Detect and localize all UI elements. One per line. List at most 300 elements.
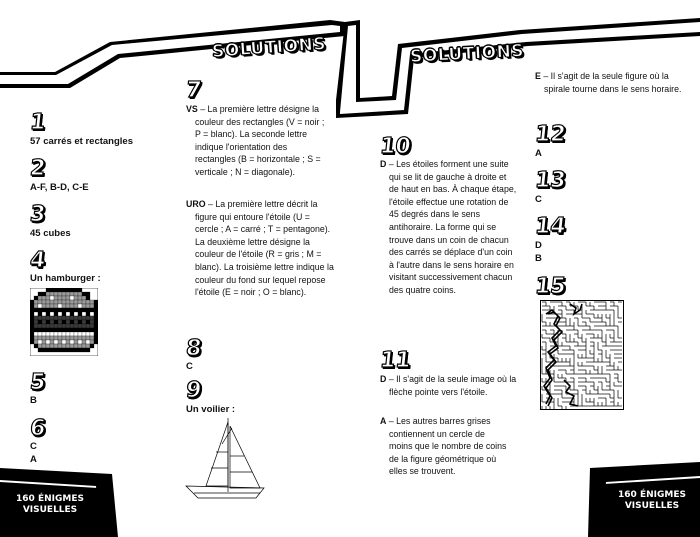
hamburger-pixel <box>34 324 38 328</box>
solution-7-vs-text: – La première lettre désigne la couleur des rectangles (V = noir ; P = blanc). La seconde lettre indique l'orientation des rectangles (B = horizontale ; S = verticale ; N = diagonale). <box>195 104 325 177</box>
hamburger-pixel <box>90 316 94 320</box>
hamburger-pixel <box>46 296 50 300</box>
hamburger-pixel <box>74 304 78 308</box>
hamburger-pixel <box>94 324 98 328</box>
solution-answer-5: B <box>30 395 37 406</box>
hamburger-pixel <box>94 312 98 316</box>
hamburger-pixel <box>34 340 38 344</box>
hamburger-pixel <box>38 308 42 312</box>
solution-number-2: 2 <box>28 156 47 181</box>
hamburger-pixel <box>42 292 46 296</box>
hamburger-pixel <box>66 292 70 296</box>
hamburger-pixel <box>50 336 54 340</box>
hamburger-pixel <box>78 296 82 300</box>
hamburger-pixel <box>58 320 62 324</box>
hamburger-pixel <box>82 340 86 344</box>
solution-answer-9: Un voilier : <box>186 404 236 415</box>
hamburger-pixel <box>50 304 54 308</box>
hamburger-pixel <box>82 300 86 304</box>
hamburger-pixel <box>34 312 38 316</box>
hamburger-pixel <box>30 312 34 316</box>
hamburger-pixel <box>38 316 42 320</box>
hamburger-pixel <box>54 320 58 324</box>
hamburger-pixel <box>82 304 86 308</box>
hamburger-pixel <box>82 316 86 320</box>
hamburger-pixel <box>38 296 42 300</box>
hamburger-pixel <box>54 300 58 304</box>
hamburger-pixel <box>74 300 78 304</box>
hamburger-pixel <box>78 328 82 332</box>
hamburger-pixel <box>70 308 74 312</box>
hamburger-pixel <box>50 312 54 316</box>
hamburger-pixel <box>58 292 62 296</box>
hamburger-pixel <box>86 312 90 316</box>
hamburger-pixel <box>70 324 74 328</box>
hamburger-pixel <box>42 300 46 304</box>
hamburger-pixel <box>54 288 58 292</box>
solution-number-9: 9 <box>184 378 203 403</box>
hamburger-pixel-image <box>30 288 98 356</box>
hamburger-pixel <box>66 300 70 304</box>
hamburger-pixel <box>42 308 46 312</box>
left-footer <box>2 494 98 516</box>
hamburger-pixel <box>62 324 66 328</box>
solution-answer-3: 45 cubes <box>30 228 71 239</box>
hamburger-pixel <box>62 332 66 336</box>
hamburger-pixel <box>94 316 98 320</box>
hamburger-pixel <box>94 328 98 332</box>
hamburger-pixel <box>66 332 70 336</box>
hamburger-pixel <box>58 336 62 340</box>
hamburger-pixel <box>62 296 66 300</box>
hamburger-pixel <box>54 312 58 316</box>
hamburger-pixel <box>46 332 50 336</box>
solution-number-1: 1 <box>28 110 47 135</box>
solution-number-3: 3 <box>28 202 47 227</box>
hamburger-pixel <box>34 320 38 324</box>
solution-number-6: 6 <box>28 416 47 441</box>
hamburger-pixel <box>70 316 74 320</box>
hamburger-pixel <box>74 320 78 324</box>
hamburger-pixel <box>94 332 98 336</box>
hamburger-pixel <box>86 328 90 332</box>
solution-11-key-a: A <box>380 416 387 426</box>
hamburger-pixel <box>78 304 82 308</box>
hamburger-pixel <box>86 336 90 340</box>
hamburger-pixel <box>90 336 94 340</box>
hamburger-pixel <box>30 336 34 340</box>
solution-10-text <box>380 158 517 297</box>
hamburger-pixel <box>50 292 54 296</box>
hamburger-pixel <box>70 336 74 340</box>
hamburger-pixel <box>42 340 46 344</box>
hamburger-pixel <box>58 344 62 348</box>
hamburger-pixel <box>34 308 38 312</box>
hamburger-pixel <box>94 336 98 340</box>
hamburger-pixel <box>58 340 62 344</box>
hamburger-pixel <box>42 344 46 348</box>
solution-number-13: 13 <box>533 168 567 193</box>
hamburger-pixel <box>46 328 50 332</box>
hamburger-pixel <box>30 332 34 336</box>
solution-answer-12: A <box>535 148 542 159</box>
hamburger-pixel <box>78 292 82 296</box>
hamburger-pixel <box>62 348 66 352</box>
left-banner-title: SOLUTIONS <box>211 34 327 62</box>
hamburger-pixel <box>58 296 62 300</box>
left-footer-line2: VISUELLES <box>22 505 78 515</box>
hamburger-pixel <box>42 316 46 320</box>
hamburger-pixel <box>86 340 90 344</box>
solution-e-text <box>535 70 684 95</box>
hamburger-pixel <box>66 288 70 292</box>
hamburger-pixel <box>90 332 94 336</box>
right-banner-title: SOLUTIONS <box>409 41 525 67</box>
hamburger-pixel <box>74 292 78 296</box>
hamburger-pixel <box>62 292 66 296</box>
hamburger-pixel <box>90 320 94 324</box>
hamburger-pixel <box>90 328 94 332</box>
hamburger-pixel <box>42 328 46 332</box>
hamburger-pixel <box>50 288 54 292</box>
hamburger-pixel <box>82 312 86 316</box>
hamburger-pixel <box>74 328 78 332</box>
hamburger-pixel <box>34 304 38 308</box>
hamburger-pixel <box>46 288 50 292</box>
hamburger-pixel <box>78 332 82 336</box>
solution-answer-13: C <box>535 194 542 205</box>
hamburger-pixel <box>82 332 86 336</box>
solution-number-4: 4 <box>28 248 47 273</box>
hamburger-pixel <box>86 324 90 328</box>
hamburger-pixel <box>42 332 46 336</box>
hamburger-pixel <box>54 304 58 308</box>
hamburger-pixel <box>62 328 66 332</box>
hamburger-pixel <box>70 328 74 332</box>
hamburger-pixel <box>50 344 54 348</box>
hamburger-pixel <box>74 348 78 352</box>
hamburger-pixel <box>86 320 90 324</box>
hamburger-pixel <box>74 296 78 300</box>
hamburger-pixel <box>46 300 50 304</box>
hamburger-pixel <box>46 292 50 296</box>
hamburger-pixel <box>66 344 70 348</box>
hamburger-pixel <box>50 316 54 320</box>
solution-answer-14-line2: B <box>535 253 542 264</box>
hamburger-pixel <box>38 328 42 332</box>
solution-number-14: 14 <box>533 214 567 239</box>
hamburger-pixel <box>38 300 42 304</box>
hamburger-pixel <box>38 344 42 348</box>
hamburger-pixel <box>82 296 86 300</box>
hamburger-pixel <box>46 344 50 348</box>
hamburger-pixel <box>30 304 34 308</box>
hamburger-pixel <box>70 348 74 352</box>
hamburger-pixel <box>62 308 66 312</box>
right-footer-line2: VISUELLES <box>624 501 680 511</box>
solution-number-10: 10 <box>378 134 412 159</box>
hamburger-pixel <box>62 344 66 348</box>
hamburger-pixel <box>62 316 66 320</box>
hamburger-pixel <box>62 340 66 344</box>
solution-7-vs-key: VS <box>186 104 198 114</box>
hamburger-pixel <box>58 308 62 312</box>
hamburger-pixel <box>62 288 66 292</box>
hamburger-pixel <box>90 304 94 308</box>
hamburger-pixel <box>58 332 62 336</box>
hamburger-pixel <box>86 316 90 320</box>
hamburger-pixel <box>54 292 58 296</box>
solution-answer-4: Un hamburger : <box>30 273 101 284</box>
maze-solution-image <box>540 300 624 410</box>
hamburger-pixel <box>38 324 42 328</box>
hamburger-pixel <box>42 296 46 300</box>
hamburger-pixel <box>34 344 38 348</box>
hamburger-pixel <box>50 308 54 312</box>
hamburger-pixel <box>66 308 70 312</box>
solution-number-7: 7 <box>184 78 203 103</box>
hamburger-pixel <box>66 348 70 352</box>
hamburger-pixel <box>42 324 46 328</box>
hamburger-pixel <box>30 328 34 332</box>
hamburger-pixel <box>38 304 42 308</box>
hamburger-pixel <box>42 348 46 352</box>
hamburger-pixel <box>34 328 38 332</box>
hamburger-pixel <box>66 312 70 316</box>
hamburger-pixel <box>90 344 94 348</box>
hamburger-pixel <box>66 336 70 340</box>
right-footer-line1: 160 ÉNIGMES <box>618 490 686 500</box>
solution-11-body-d: – Il s'agit de la seule image où la flèche pointe vers l'étoile. <box>388 374 517 397</box>
hamburger-pixel <box>54 324 58 328</box>
hamburger-pixel <box>74 288 78 292</box>
solution-11-key-d: D <box>380 374 387 384</box>
hamburger-pixel <box>74 324 78 328</box>
solution-number-12: 12 <box>533 122 567 147</box>
hamburger-pixel <box>70 320 74 324</box>
solution-number-11: 11 <box>378 348 412 373</box>
hamburger-pixel <box>74 336 78 340</box>
hamburger-pixel <box>78 348 82 352</box>
hamburger-pixel <box>42 320 46 324</box>
hamburger-pixel <box>54 308 58 312</box>
hamburger-pixel <box>54 296 58 300</box>
hamburger-pixel <box>50 296 54 300</box>
hamburger-pixel <box>74 340 78 344</box>
hamburger-pixel <box>70 344 74 348</box>
right-footer <box>604 490 700 512</box>
left-footer-line1: 160 ÉNIGMES <box>16 494 84 504</box>
hamburger-pixel <box>50 340 54 344</box>
hamburger-pixel <box>86 300 90 304</box>
hamburger-pixel <box>54 332 58 336</box>
hamburger-pixel <box>74 344 78 348</box>
hamburger-pixel <box>42 312 46 316</box>
hamburger-pixel <box>82 344 86 348</box>
hamburger-pixel <box>46 336 50 340</box>
hamburger-pixel <box>58 348 62 352</box>
hamburger-pixel <box>90 312 94 316</box>
hamburger-pixel <box>30 300 34 304</box>
hamburger-pixel <box>74 316 78 320</box>
hamburger-pixel <box>58 304 62 308</box>
hamburger-pixel <box>46 308 50 312</box>
solution-7-uro <box>186 198 335 299</box>
hamburger-pixel <box>86 332 90 336</box>
hamburger-pixel <box>70 296 74 300</box>
hamburger-pixel <box>46 340 50 344</box>
hamburger-pixel <box>58 288 62 292</box>
solution-11-text-d <box>380 373 517 398</box>
solution-answer-6-line2: A <box>30 454 37 465</box>
hamburger-pixel <box>50 324 54 328</box>
hamburger-pixel <box>90 300 94 304</box>
hamburger-pixel <box>78 288 82 292</box>
hamburger-pixel <box>70 340 74 344</box>
hamburger-pixel <box>34 332 38 336</box>
hamburger-pixel <box>50 300 54 304</box>
hamburger-pixel <box>46 324 50 328</box>
hamburger-pixel <box>54 348 58 352</box>
solution-answer-14-line1: D <box>535 240 542 251</box>
hamburger-pixel <box>78 336 82 340</box>
hamburger-pixel <box>70 304 74 308</box>
hamburger-pixel <box>38 336 42 340</box>
hamburger-pixel <box>70 332 74 336</box>
hamburger-pixel <box>54 344 58 348</box>
hamburger-pixel <box>66 316 70 320</box>
hamburger-pixel <box>82 324 86 328</box>
hamburger-pixel <box>66 296 70 300</box>
hamburger-pixel <box>82 328 86 332</box>
hamburger-pixel <box>78 316 82 320</box>
hamburger-pixel <box>78 340 82 344</box>
hamburger-pixel <box>58 316 62 320</box>
hamburger-pixel <box>86 308 90 312</box>
solution-11-text-a <box>380 415 507 478</box>
hamburger-pixel <box>38 340 42 344</box>
hamburger-pixel <box>94 308 98 312</box>
hamburger-pixel <box>54 328 58 332</box>
hamburger-pixel <box>70 312 74 316</box>
solution-7-uro-text: – La première lettre décrit la figure qui entoure l'étoile (U = cercle ; A = carré ; T = pentagone). La deuxième lettre désigne la couleur de l'étoile (R = gris ; M = blanc). La troisième lettre indique la couleur du fond sur lequel repose l'étoile (E = noir ; O = blanc). <box>195 199 334 298</box>
solution-answer-1: 57 carrés et rectangles <box>30 136 133 147</box>
solution-number-15: 15 <box>533 274 567 299</box>
hamburger-pixel <box>90 308 94 312</box>
hamburger-pixel <box>34 296 38 300</box>
hamburger-pixel <box>54 316 58 320</box>
hamburger-pixel <box>66 340 70 344</box>
solution-number-5: 5 <box>28 370 47 395</box>
hamburger-pixel <box>46 304 50 308</box>
hamburger-pixel <box>62 312 66 316</box>
hamburger-pixel <box>58 300 62 304</box>
solution-10-body: – Les étoiles forment une suite qui se lit de gauche à droite et de haut en bas. À chaque étape, l'étoile effectue une rotation de 45 degrés dans le sens antihoraire. La forme qui se trouve dans un coin de chacun des carrés se déplace d'un coin à l'autre dans le sens horaire en visitant successivement chacun des quatre coins. <box>388 159 517 295</box>
hamburger-pixel <box>50 332 54 336</box>
hamburger-pixel <box>50 320 54 324</box>
solution-10-key: D <box>380 159 387 169</box>
hamburger-pixel <box>70 288 74 292</box>
solution-7-vs <box>186 103 330 179</box>
hamburger-pixel <box>62 320 66 324</box>
hamburger-pixel <box>46 348 50 352</box>
hamburger-pixel <box>34 300 38 304</box>
hamburger-pixel <box>30 320 34 324</box>
hamburger-pixel <box>38 332 42 336</box>
hamburger-pixel <box>82 348 86 352</box>
solution-number-8: 8 <box>184 336 203 361</box>
hamburger-pixel <box>34 316 38 320</box>
solution-answer-2: A-F, B-D, C-E <box>30 182 89 193</box>
hamburger-pixel <box>78 320 82 324</box>
solution-answer-8: C <box>186 361 193 372</box>
hamburger-pixel <box>78 324 82 328</box>
hamburger-pixel <box>94 300 98 304</box>
hamburger-pixel <box>86 296 90 300</box>
hamburger-pixel <box>66 324 70 328</box>
solution-answer-6-line1: C <box>30 441 37 452</box>
hamburger-pixel <box>46 312 50 316</box>
hamburger-pixel <box>42 336 46 340</box>
hamburger-pixel <box>62 300 66 304</box>
hamburger-pixel <box>66 304 70 308</box>
hamburger-pixel <box>38 320 42 324</box>
hamburger-pixel <box>38 292 42 296</box>
hamburger-pixel <box>58 324 62 328</box>
hamburger-pixel <box>74 312 78 316</box>
hamburger-pixel <box>30 340 34 344</box>
solution-e-key: E <box>535 71 541 81</box>
hamburger-pixel <box>38 312 42 316</box>
hamburger-pixel <box>74 332 78 336</box>
hamburger-pixel <box>30 308 34 312</box>
hamburger-pixel <box>86 348 90 352</box>
hamburger-pixel <box>82 336 86 340</box>
hamburger-pixel <box>38 348 42 352</box>
hamburger-pixel <box>42 304 46 308</box>
hamburger-pixel <box>86 344 90 348</box>
hamburger-pixel <box>62 304 66 308</box>
hamburger-pixel <box>46 316 50 320</box>
solution-e-body: – Il s'agit de la seule figure où la spirale tourne dans le sens horaire. <box>543 71 682 94</box>
hamburger-pixel <box>58 312 62 316</box>
hamburger-pixel <box>54 340 58 344</box>
hamburger-pixel <box>78 300 82 304</box>
hamburger-pixel <box>50 328 54 332</box>
hamburger-pixel <box>70 292 74 296</box>
hamburger-pixel <box>82 308 86 312</box>
hamburger-pixel <box>66 328 70 332</box>
hamburger-pixel <box>66 320 70 324</box>
hamburger-pixel <box>30 316 34 320</box>
hamburger-pixel <box>62 336 66 340</box>
hamburger-pixel <box>78 308 82 312</box>
hamburger-pixel <box>74 308 78 312</box>
hamburger-pixel <box>82 320 86 324</box>
hamburger-pixel <box>46 320 50 324</box>
hamburger-pixel <box>94 304 98 308</box>
hamburger-pixel <box>78 344 82 348</box>
hamburger-pixel <box>34 336 38 340</box>
hamburger-pixel <box>30 324 34 328</box>
hamburger-pixel <box>70 300 74 304</box>
solution-11-body-a: – Les autres barres grises contiennent un cercle de moins que le nombre de coins de la figure géométrique où elles se trouvent. <box>388 416 507 477</box>
sailboat-drawing <box>184 416 266 508</box>
hamburger-pixel <box>94 340 98 344</box>
solution-7-uro-key: URO <box>186 199 206 209</box>
hamburger-pixel <box>82 292 86 296</box>
hamburger-pixel <box>58 328 62 332</box>
